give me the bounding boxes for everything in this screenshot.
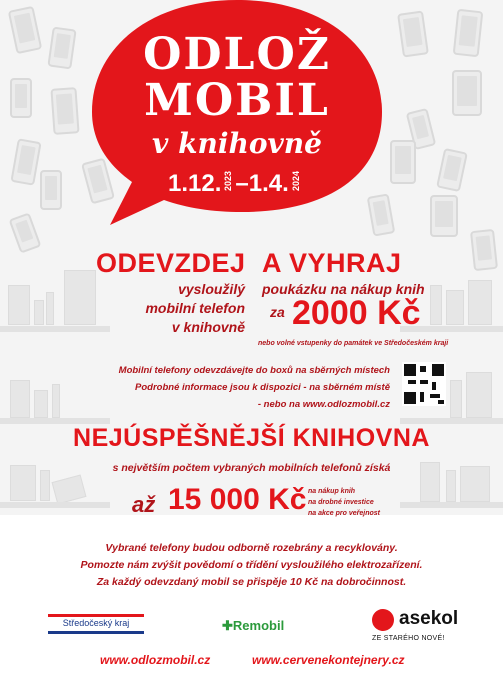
date-start: 1.12. bbox=[168, 170, 222, 197]
library-prefix: až bbox=[132, 492, 156, 517]
headline-line-1: ODLOŽ bbox=[143, 29, 331, 80]
vyhraj-za: za bbox=[270, 304, 285, 320]
year-start: 2023 bbox=[223, 170, 234, 191]
date-end: –1.4. bbox=[235, 170, 289, 197]
year-end: 2024 bbox=[290, 170, 301, 191]
odevzdej-heading: ODEVZDEJ bbox=[96, 248, 246, 278]
footer-url-cervenekontejnery[interactable]: www.cervenekontejnery.cz bbox=[252, 653, 405, 667]
recycling-text: Vybrané telefony budou odborně rozebrány a recyklovány. Pomozte nám zvýšit povědomí o třídění vysloužilého elektrozařízení. Za každý odevzdaný mobil se přispěje 10 Kč na dobročinnost. bbox=[80, 542, 423, 588]
info-text: Mobilní telefony odevzdávejte do boxů na sběrných místech Podrobné informace jsou k dispozici - na sběrném místě - nebo na www.odlozmobil.cz bbox=[118, 365, 390, 410]
library-heading: NEJÚSPĚŠNĚJŠÍ KNIHOVNA bbox=[73, 424, 430, 452]
prize-amount: 2000 Kč bbox=[292, 294, 421, 332]
stredocesky-kraj-logo: Středočeský kraj bbox=[48, 614, 144, 634]
odevzdej-text: vysloužilý mobilní telefon v knihovně bbox=[145, 281, 245, 335]
headline-line-3: v knihovně bbox=[152, 127, 322, 160]
prize-note: nebo volné vstupenky do památek ve Středočeském kraji bbox=[258, 340, 449, 347]
vyhraj-heading: A VYHRAJ bbox=[262, 248, 402, 278]
date-range bbox=[168, 170, 301, 198]
asekol-logo: asekol ZE STARÉHO NOVÉ! bbox=[372, 608, 459, 642]
remobil-logo: ✚Remobil bbox=[222, 618, 285, 633]
library-amount: 15 000 Kč bbox=[168, 483, 307, 516]
headline-line-2: MOBIL bbox=[144, 75, 330, 126]
asekol-smile-icon bbox=[372, 609, 394, 631]
plus-icon: ✚ bbox=[222, 618, 233, 633]
footer-url-odlozmobil[interactable]: www.odlozmobil.cz bbox=[100, 653, 211, 667]
vyhraj-line-1: poukázku na nákup knih bbox=[262, 281, 425, 297]
library-note: na nákup knih na drobné investice na akce pro veřejnost bbox=[308, 488, 380, 517]
library-subtitle: s největším počtem vybraných mobilních telefonů získá bbox=[112, 462, 391, 474]
qr-code[interactable] bbox=[402, 362, 446, 406]
